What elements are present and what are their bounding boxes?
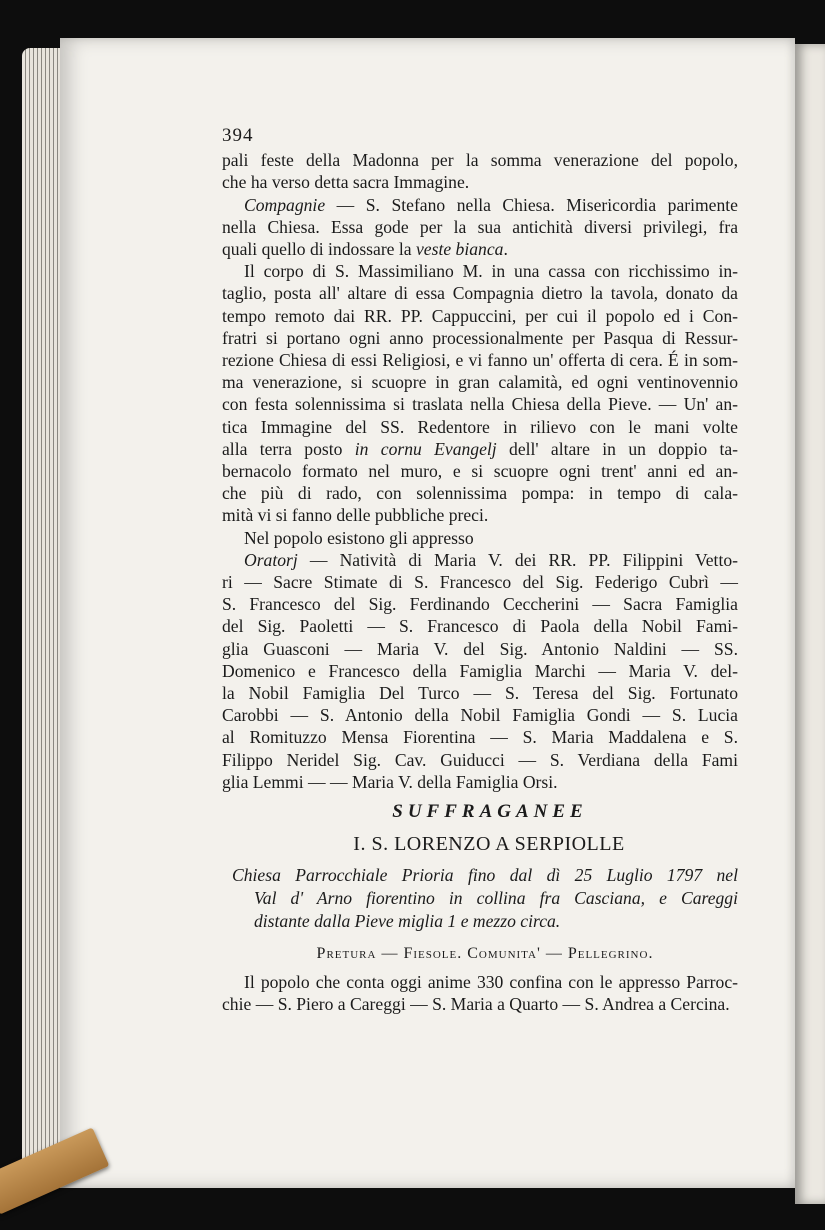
text-line: Domenico e Francesco della Famiglia Marchi — Maria V. del-: [222, 660, 738, 681]
compagnie-line: [222, 194, 738, 216]
facing-page-edge: [795, 44, 825, 1204]
text-line: rezione Chiesa di essi Religiosi, e vi fanno un' offerta di cera. É in som-: [222, 350, 738, 371]
text-line: Il popolo che conta oggi anime 330 confina con le appresso Parroc-: [244, 971, 738, 992]
text-line: glia Guasconi — Maria V. del Sig. Antonio Naldini — SS.: [222, 638, 738, 659]
text-line: chie — S. Piero a Careggi — S. Maria a Quarto — S. Andrea a Cercina.: [222, 993, 730, 1014]
closing-paragraph: [222, 971, 738, 1015]
text-line: [222, 438, 738, 460]
text-span: quali quello di indossare la: [222, 239, 416, 260]
veste-bianca: veste bianca: [415, 239, 504, 260]
section-heading: SUFFRAGANEE: [392, 801, 588, 823]
page-text: [222, 125, 738, 1015]
text-line: Val d' Arno fiorentino in collina fra Casciana, e Careggi: [254, 887, 738, 908]
text-line: Chiesa Parrocchiale Prioria fino dal dì 25 Luglio 1797 nel: [232, 864, 738, 885]
text-span: .: [503, 239, 508, 260]
compagnie-label: Compagnie: [244, 194, 326, 215]
parish-description: [222, 864, 738, 933]
text-line: con festa solennissima si traslata nella Chiesa della Pieve. — Un' an-: [222, 394, 738, 415]
text-line: che ha verso detta sacra Immagine.: [222, 172, 470, 193]
latin-phrase: in cornu Evangelj: [354, 438, 497, 459]
text-span: — Natività di Maria V. dei RR. PP. Filippini Vetto-: [297, 549, 738, 570]
text-line: che più di rado, con solennissima pompa: in tempo di cala-: [222, 483, 738, 504]
oratorj-line: [222, 549, 738, 571]
text-line: distante dalla Pieve miglia 1 e mezzo circa.: [254, 910, 561, 931]
text-line: ri — Sacre Stimate di S. Francesco del Sig. Federigo Cubrì —: [222, 572, 738, 593]
text-line: tempo remoto dai RR. PP. Cappuccini, per cui il popolo ed i Con-: [222, 305, 738, 326]
text-line: Carobbi — S. Antonio della Nobil Famiglia Gondi — S. Lucia: [222, 705, 738, 726]
admin-line: Pretura — Fiesole. Comunita' — Pellegrino.: [316, 944, 654, 962]
text-line: [222, 238, 738, 260]
text-span: dell' altare in un doppio ta-: [496, 438, 738, 459]
text-line: la Nobil Famiglia Del Turco — S. Teresa del Sig. Fortunato: [222, 683, 738, 704]
text-line: mità vi si fanno delle pubbliche preci.: [222, 505, 489, 526]
text-line: Filippo Neridel Sig. Cav. Guiducci — S. Verdiana della Fami: [222, 749, 738, 770]
text-line: taglio, posta all' altare di essa Compagnia dietro la tavola, donato da: [222, 283, 738, 304]
oratorj-label: Oratorj: [244, 549, 298, 570]
text-line: Nel popolo esistono gli appresso: [244, 527, 474, 548]
text-line: al Romituzzo Mensa Fiorentina — S. Maria Maddalena e S.: [222, 727, 738, 748]
text-line: fratri si portano ogni anno processionalmente per Pasqua di Ressur-: [222, 327, 738, 348]
text-line: ma venerazione, si scuopre in gran calamità, ed ogni ventinovennio: [222, 372, 738, 393]
text-span: alla terra posto: [222, 438, 355, 459]
text-line: glia Lemmi — — Maria V. della Famiglia Orsi.: [222, 771, 558, 792]
text-line: tica Immagine del SS. Redentore in rilievo con le mani volte: [222, 416, 738, 437]
parish-heading: I. S. LORENZO A SERPIOLLE: [353, 833, 625, 856]
text-span: — S. Stefano nella Chiesa. Misericordia parimente: [325, 194, 738, 215]
text-line: nella Chiesa. Essa gode per la sua antichità diversi privilegi, fra: [222, 216, 738, 237]
text-line: pali feste della Madonna per la somma venerazione del popolo,: [222, 150, 738, 171]
page-number: 394: [222, 125, 254, 146]
text-line: bernacolo formato nel muro, e si scuopre ogni trent' anni ed an-: [222, 461, 738, 482]
text-line: del Sig. Paoletti — S. Francesco di Paola della Nobil Fami-: [222, 616, 738, 637]
text-line: S. Francesco del Sig. Ferdinando Ceccherini — Sacra Famiglia: [222, 594, 738, 615]
text-line: Il corpo di S. Massimiliano M. in una cassa con ricchissimo in-: [244, 261, 738, 282]
